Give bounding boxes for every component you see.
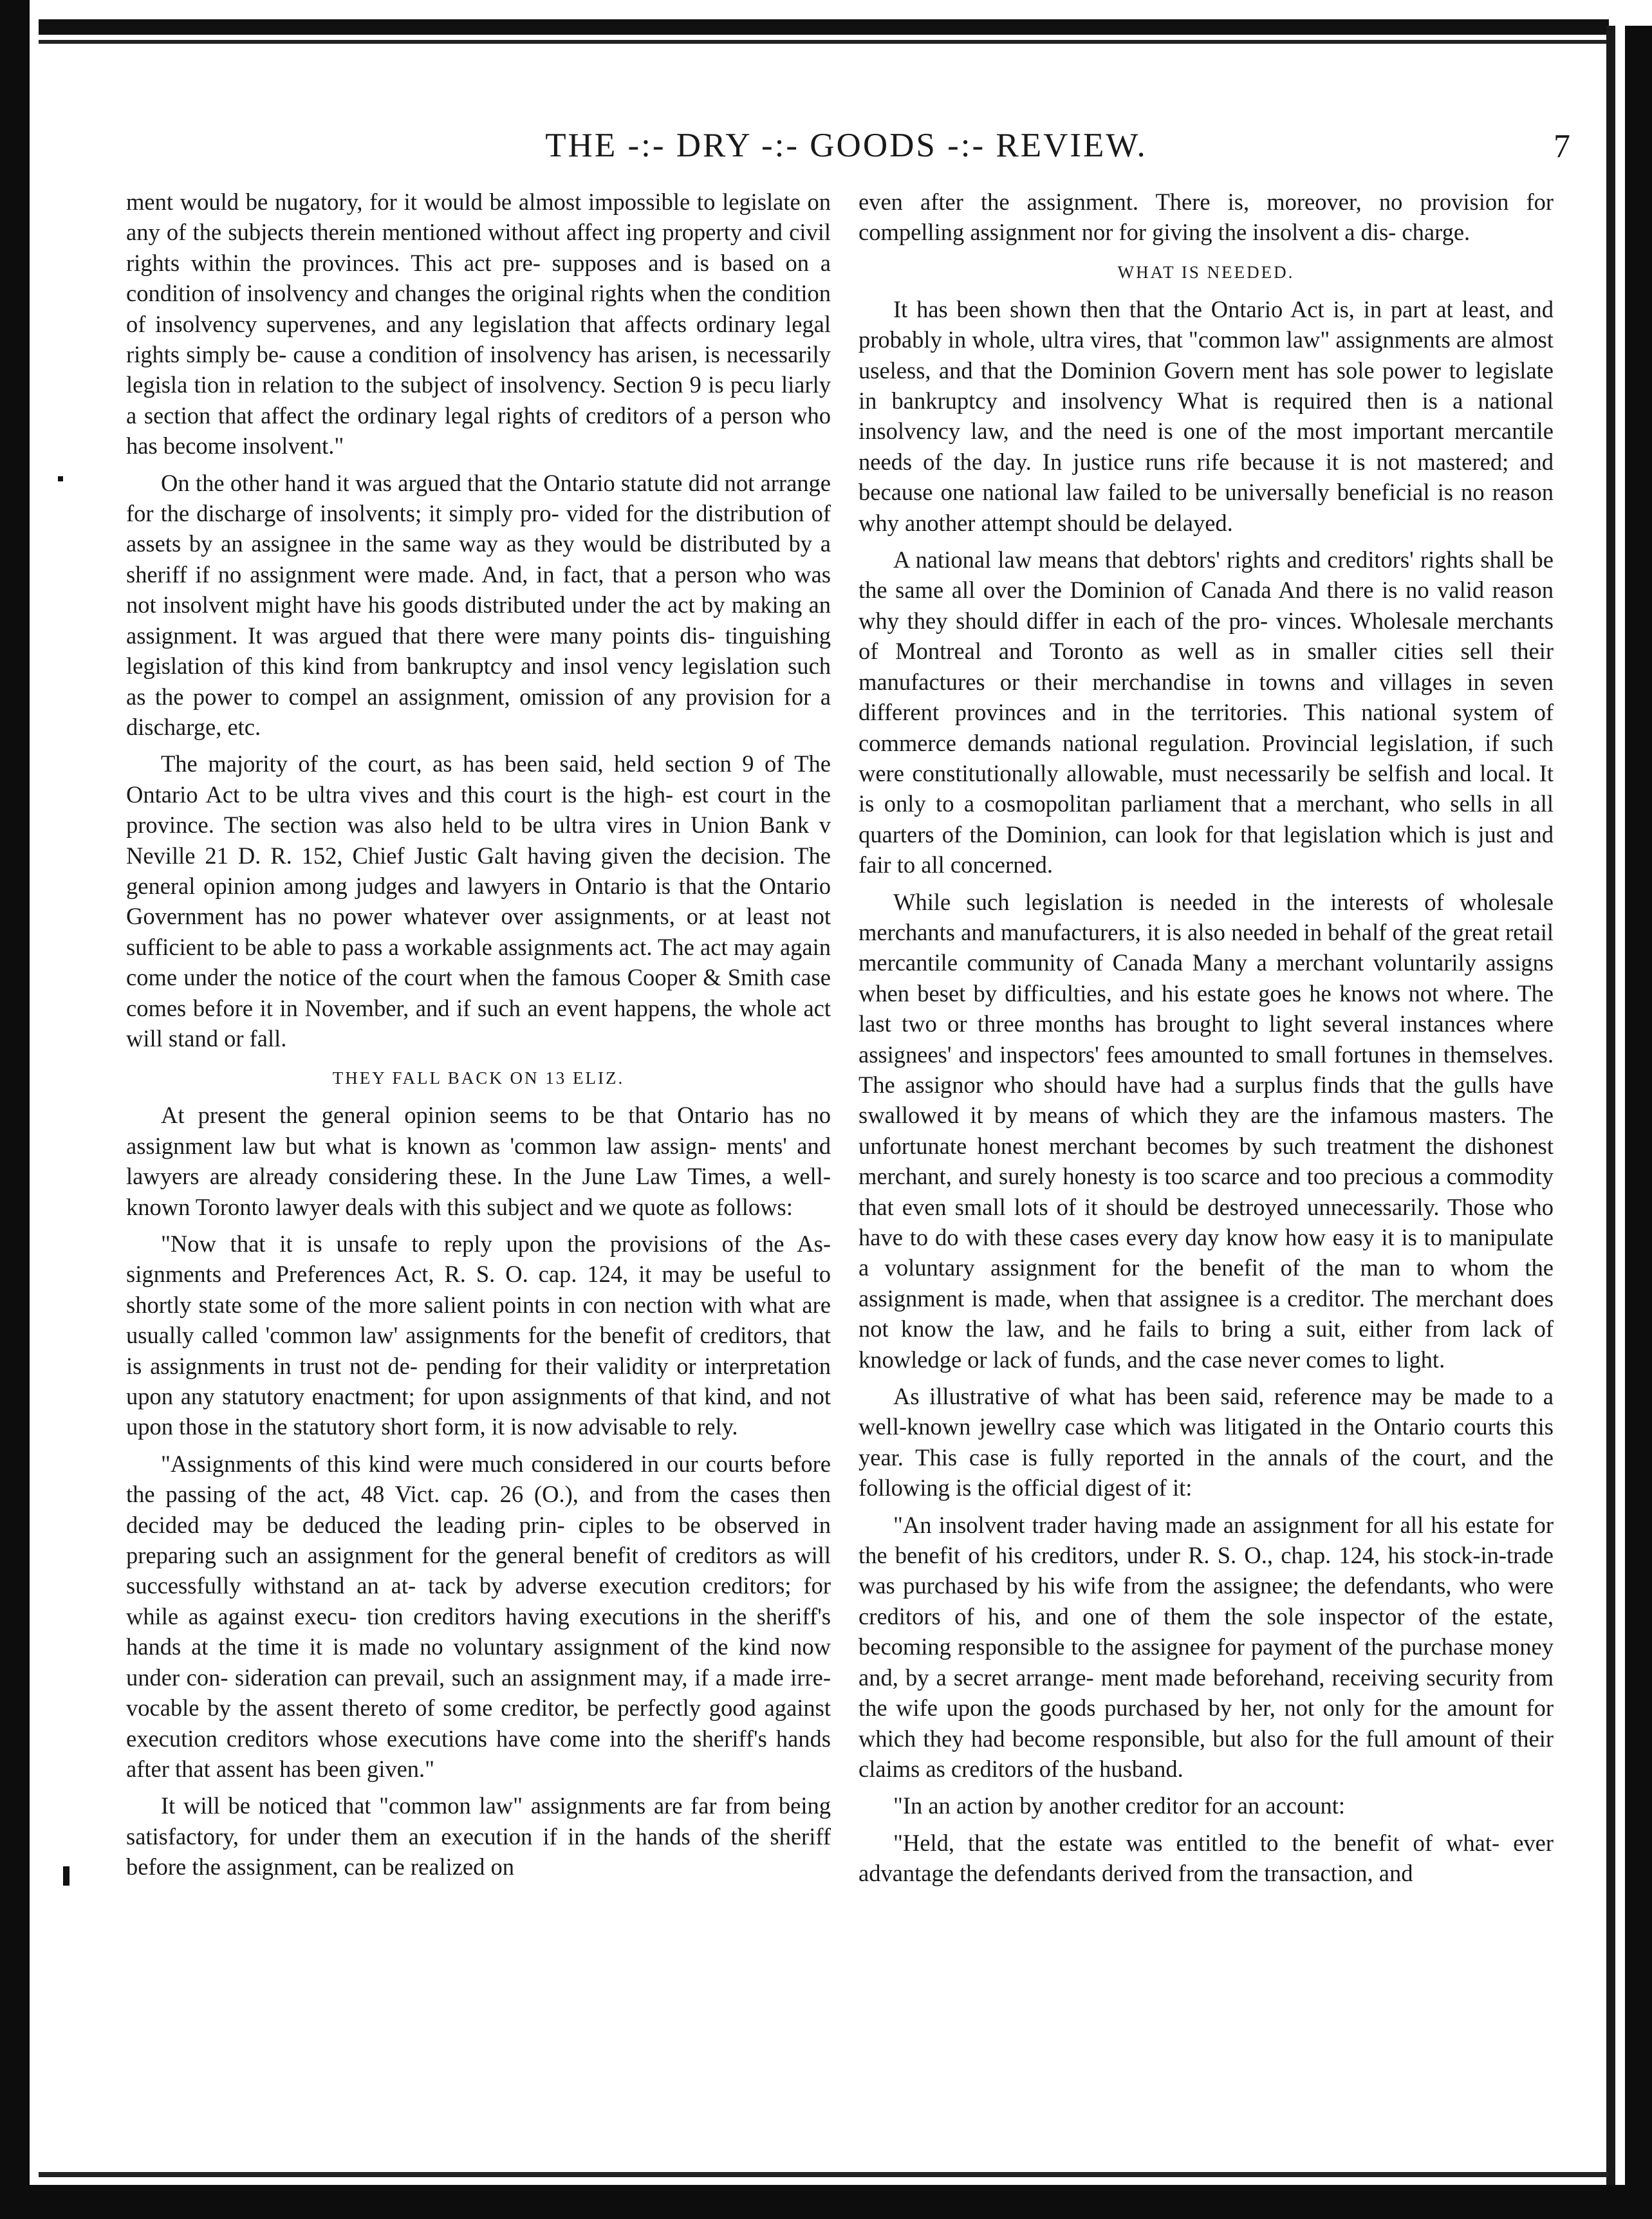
page-number: 7 xyxy=(1554,128,1570,165)
paragraph: "Held, that the estate was entitled to the benefit of what- ever advantage the defendants derived from the transaction, and xyxy=(858,1829,1554,1887)
section-heading: THEY FALL BACK ON 13 ELIZ. xyxy=(332,1068,625,1088)
scan-speck xyxy=(63,1866,70,1886)
paragraph: "An insolvent trader having made an assignment for all his estate for the benefit of his creditors, under R. S. O., chap. 124, his stock-in-trade was purchased by his wife from the assignee; the defendants, who were creditors of his, and one of them the sole inspector of the estate, becoming responsible to the assignee for payment of the purchase money and, by a secret arrange- ment made beforehand, receiving security from the wife upon the goods purchased by her, not only for the amount for which they had become responsible, but also for the full amount of their claims as creditors of the husband. xyxy=(858,1511,1554,1782)
page-right-edge xyxy=(1625,26,1652,2219)
publication-title: THE -:- DRY -:- GOODS -:- REVIEW. xyxy=(545,127,1147,164)
page-left-edge xyxy=(0,0,30,2219)
section-heading: WHAT IS NEEDED. xyxy=(1117,262,1295,282)
running-header xyxy=(122,115,1570,172)
paragraph: A national law means that debtors' rights and creditors' rights shall be the same all over the Dominion of Canada And there is no valid reason why they should differ in each of the pro- vinces. Wholesale merchants of Montreal and Toronto as well as in smaller cities sell their manufactures or their merchandise in towns and villages in seven different provinces and in the territories. This national system of commerce demands national regulation. Provincial legislation, if such were constitutionally allowable, must necessarily be selfish and local. It is only to a cosmopolitan parliament that a merchant, who sells in all quarters of the Dominion, can look for that legislation which is just and fair to all concerned. xyxy=(858,546,1554,878)
paragraph: The majority of the court, as has been said, held section 9 of The Ontario Act to be ultra vives and this court is the high- est court in the province. The section was also held to be ultra vires in Union Bank v Neville 21 D. R. 152, Chief Justic Galt having given the decision. The general opinion among judges and lawyers in Ontario is that the Ontario Government has no power whatever over assignments, or at least not sufficient to be able to pass a workable assignments act. The act may again come under the notice of the court when the famous Cooper & Smith case comes before it in November, and if such an event happens, the whole act will stand or fall. xyxy=(126,750,831,1052)
paragraph: "Assignments of this kind were much considered in our courts before the passing of the act, 48 Vict. cap. 26 (O.), and from the cases then decided may be deduced the leading prin- ciples to be observed in preparing such an assignment for the general benefit of creditors as will successfully withstand an at- tack by adverse execution creditors; for while as against execu- tion creditors having executions in the sheriff's hands at the time it is made no voluntary assignment of the kind now under con- sideration can prevail, such an assignment may, if a made irre- vocable by the assent thereto of some creditor, be perfectly good against execution creditors whose executions have come into the sheriff's hands after that assent has been given." xyxy=(126,1450,831,1782)
paragraph: On the other hand it was argued that the Ontario statute did not arrange for the discharge of insolvents; it simply pro- vided for the distribution of assets by an assignee in the same way as they would be distributed by a sheriff if no assignment were made. And, in fact, that a person who was not insolvent might have his goods distributed under the act by making an assignment. It was argued that there were many points dis- tinguishing legislation of this kind from bankruptcy and insol vency legislation such as the power to compel an assignment, omission of any provision for a discharge, etc. xyxy=(126,469,831,740)
paragraph: ment would be nugatory, for it would be almost impossible to legislate on any of the subjects therein mentioned without affect ing property and civil rights within the provinces. This act pre- supposes and is based on a condition of insolvency and changes the original rights when the condition of insolvency supervenes, and any legislation that affects ordinary legal rights simply be- cause a condition of insolvency has arisen, is necessarily legisla tion in relation to the subject of insolvency. Section 9 is pecu liarly a section that affect the ordinary legal rights of creditors of a person who has become insolvent." xyxy=(126,189,831,460)
paragraph: It has been shown then that the Ontario Act is, in part at least, and probably in whole, ultra vires, that "common law" assignments are almost useless, and that the Dominion Govern ment has sole power to legislate in bankruptcy and insolvency What is required then is a national insolvency law, and the need is one of the most important mercantile needs of the day. In justice runs rife because it is not mastered; and because one national law failed to be universally beneficial is no reason why another attempt should be delayed. xyxy=(858,295,1554,536)
page-top-rule xyxy=(39,40,1609,44)
paragraph: "Now that it is unsafe to reply upon the provisions of the As- signments and Preferences Act, R. S. O. cap. 124, it may be useful to shortly state some of the more salient points in con nection with what are usually called 'common law' assignments for the benefit of creditors, that is assignments in trust not de- pending for their validity or interpretation upon any statutory enactment; for upon assignments of that kind, and not upon those in the statutory short form, it is now advisable to rely. xyxy=(126,1230,831,1440)
page-bottom-border xyxy=(0,2185,1652,2219)
right-column xyxy=(858,187,1554,1895)
paragraph: even after the assignment. There is, moreover, no provision for compelling assignment nor for giving the insolvent a dis- charge. xyxy=(858,189,1554,246)
paragraph: At present the general opinion seems to be that Ontario has no assignment law but what is known as 'common law assign- ments' and lawyers are already considering these. In the June Law Times, a well-known Toronto lawyer deals with this subject and we quote as follows: xyxy=(126,1102,831,1220)
paragraph: As illustrative of what has been said, reference may be made to a well-known jewellry case which was litigated in the Ontario courts this year. This case is fully reported in the annals of the court, and the following is the official digest of it: xyxy=(858,1383,1554,1501)
left-column xyxy=(126,187,831,1889)
page-right-rule xyxy=(1606,26,1615,2195)
scan-speck xyxy=(58,476,63,481)
paragraph: It will be noticed that "common law" assignments are far from being satisfactory, for under them an execution if in the hands of the sheriff before the assignment, can be realized on xyxy=(126,1792,831,1880)
page-top-border xyxy=(39,19,1609,35)
paragraph: While such legislation is needed in the interests of wholesale merchants and manufacturers, it is also needed in behalf of the great retail mercantile community of Canada Many a merchant voluntarily assigns when beset by difficulties, and his estate goes he knows not where. The last two or three months has brought to light several instances where assignees' and inspectors' fees amounted to small fortunes in themselves. The assignor who should have had a surplus finds that the gulls have swallowed it by means of which they are the infamous masters. The unfortunate honest merchant becomes by such treatment the dishonest merchant, and surely honesty is too scarce and too precious a commodity that even small lots of it should be destroyed unnecessarily. Those who have to do with these cases every day know how easy it is to manipulate a voluntary assignment for the benefit of the man to whom the assignment is made, when that assignee is a creditor. The merchant does not know the law, and he fails to bring a suit, either from lack of knowledge or lack of funds, and the case never comes to light. xyxy=(858,888,1554,1373)
page-bottom-rule xyxy=(39,2172,1609,2177)
paragraph: "In an action by another creditor for an account: xyxy=(893,1792,1346,1819)
